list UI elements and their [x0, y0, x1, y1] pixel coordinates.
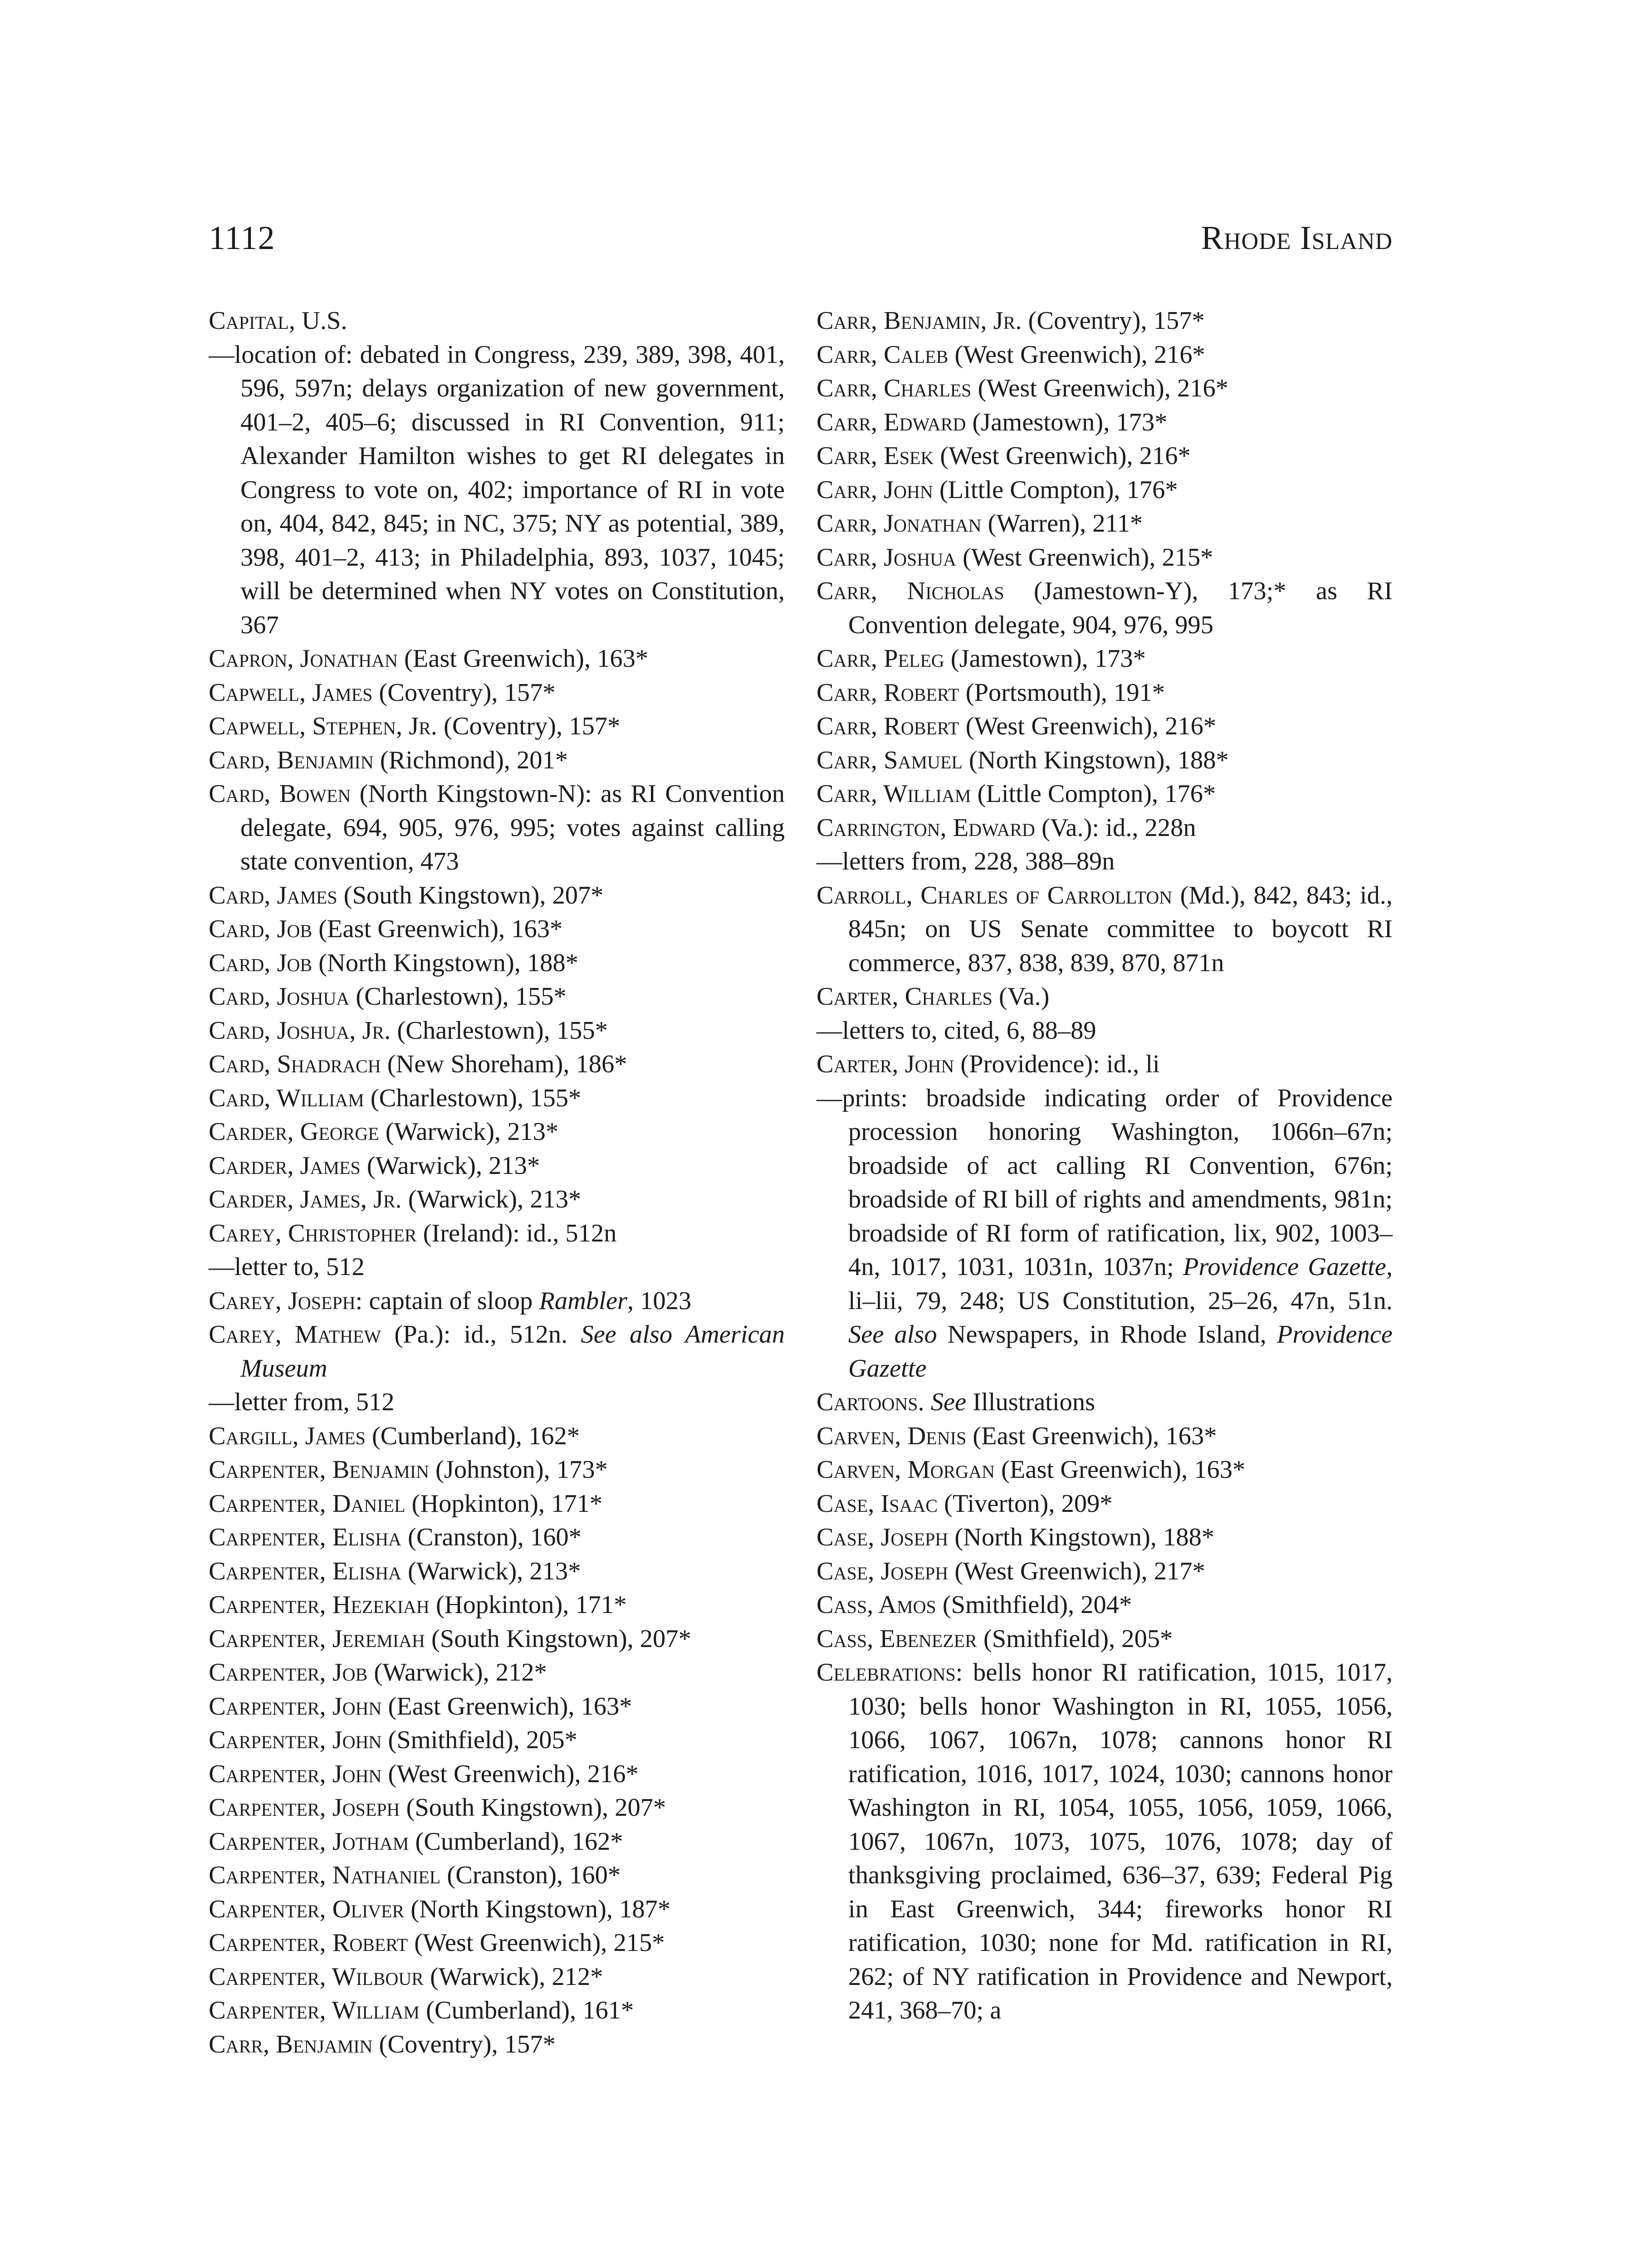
entry-italic: See also American Museum [240, 1320, 785, 1383]
index-entry [209, 1791, 785, 1825]
entry-name: Card, Job [209, 948, 312, 977]
entry-text: (West Greenwich), 215* [408, 1929, 665, 1957]
index-entry [816, 1622, 1393, 1656]
entry-name: Celebrations [816, 1658, 956, 1686]
entry-text: —letters from, 228, 388–89n [816, 847, 1115, 875]
entry-name: Carey, Christopher [209, 1219, 417, 1247]
entry-text: (Cumberland), 162* [409, 1827, 623, 1856]
index-entry [209, 1656, 785, 1690]
entry-text: (North Kingstown), 188* [948, 1523, 1215, 1551]
entry-name: Carder, James, Jr. [209, 1185, 402, 1213]
entry-text: (West Greenwich), 217* [948, 1557, 1205, 1585]
entry-text: (Coventry), 157* [1022, 307, 1205, 335]
entry-text: (Cranston), 160* [440, 1861, 621, 1889]
entry-name: Carpenter, Jeremiah [209, 1624, 425, 1653]
entry-text: (South Kingstown), 207* [337, 881, 604, 909]
index-entry [816, 676, 1393, 710]
entry-text: (Va.): id., 228n [1035, 813, 1196, 842]
index-entry [209, 1926, 785, 1960]
entry-name: Carven, Denis [816, 1422, 967, 1450]
index-entry [209, 1588, 785, 1622]
entry-name: Carpenter, Benjamin [209, 1456, 429, 1484]
entry-text: (Hopkinton), 171* [429, 1591, 627, 1619]
index-entry [816, 1385, 1393, 1419]
index-entry [209, 1047, 785, 1081]
entry-text: (Jamestown), 173* [966, 408, 1168, 436]
index-entry [209, 1757, 785, 1791]
entry-name: Carr, Benjamin, Jr. [816, 307, 1022, 335]
entry-name: Carpenter, Jotham [209, 1827, 409, 1856]
entry-name: Carey, Mathew [209, 1320, 381, 1349]
entry-text: (Pa.): id., 512n. [381, 1320, 581, 1349]
index-entry [816, 304, 1393, 338]
index-entry [816, 642, 1393, 676]
entry-name: Case, Joseph [816, 1557, 949, 1585]
entry-name: Carter, John [816, 1050, 954, 1078]
index-entry [209, 1250, 785, 1284]
entry-name: Carpenter, Hezekiah [209, 1591, 430, 1619]
entry-italic: Providence Gazette [848, 1320, 1393, 1383]
entry-name: Card, Job [209, 915, 312, 943]
entry-name: Cartoons [816, 1388, 918, 1416]
index-entry [816, 371, 1393, 406]
index-entry [816, 1656, 1393, 2028]
entry-name: Carey, Joseph [209, 1286, 356, 1315]
entry-name: Carpenter, John [209, 1692, 382, 1721]
entry-name: Card, William [209, 1084, 364, 1112]
entry-name: Case, Joseph [816, 1523, 949, 1551]
entry-text: (Cumberland), 162* [365, 1422, 580, 1450]
entry-name: Capwell, Stephen, Jr. [209, 712, 437, 740]
entry-text: (North Kingstown), 188* [962, 746, 1229, 774]
entry-text: (West Greenwich), 216* [934, 442, 1191, 470]
entry-text: (Charlestown), 155* [349, 982, 567, 1011]
entry-text: (Little Compton), 176* [933, 475, 1178, 504]
entry-text: (Jamestown-Y), 173;* as RI Convention delegate, 904, 976, 995 [848, 577, 1393, 639]
entry-name: Card, Joshua [209, 982, 350, 1011]
entry-text: (Warwick), 213* [401, 1185, 582, 1213]
entry-text: (Md.), 842, 843; id., 845n; on US Senate committee to boycott RI commerce, 837, 838, 839, 870, 871n [848, 881, 1393, 977]
entry-name: Capwell, James [209, 678, 373, 707]
entry-text: (West Greenwich), 216* [948, 340, 1205, 369]
entry-italic: Providence Gazette, [1183, 1253, 1393, 1281]
page-header [209, 213, 1393, 263]
index-entry [816, 879, 1393, 980]
entry-name: Carrington, Edward [816, 813, 1035, 842]
entry-name: Carpenter, Nathaniel [209, 1861, 441, 1889]
entry-name: Carr, Nicholas [816, 577, 1004, 605]
index-entry [209, 1892, 785, 1926]
entry-text: li–lii, 79, 248; US Constitution, 25–26, 47n, 51n. [848, 1286, 1393, 1315]
index-entry [209, 912, 785, 946]
entry-text: : bells honor RI ratification, 1015, 1017, 1030; bells honor Washington in RI, 1055, 1056, 1066, 1067, 1067n, 1078; cannons honor RI ratification, 1016, 1017, 1024, 1030; cannons honor Washington in RI, 1054, 1055, 1056, 1059, 1066, 1067, 1067n, 1073, 1075, 1076, 1078; day of thanksgiving proclaimed, 636–37, 639; Federal Pig in East Greenwich, 344; fireworks honor RI ratification, 1030; none for Md. ratification in RI, 262; of NY ratification in Providence and Newport, 241, 368–70; a [848, 1658, 1393, 2024]
entry-name: Carter, Charles [816, 982, 993, 1011]
index-entry [209, 1318, 785, 1385]
entry-text: (South Kingstown), 207* [400, 1794, 666, 1822]
index-column-right [816, 304, 1393, 2028]
entry-text: (East Greenwich), 163* [966, 1422, 1217, 1450]
index-entry [816, 1047, 1393, 1081]
index-entry [816, 406, 1393, 440]
entry-text: Newspapers, in Rhode Island, [937, 1320, 1277, 1349]
entry-text: (Portsmouth), 191* [959, 678, 1165, 707]
index-entry [816, 743, 1393, 777]
index-entry [816, 1453, 1393, 1487]
entry-text: (North Kingstown-N): as RI Convention delegate, 694, 905, 976, 995; votes against calling state convention, 473 [240, 780, 785, 875]
index-entry [209, 1960, 785, 1994]
index-entry [816, 507, 1393, 541]
entry-name: Carpenter, Job [209, 1658, 368, 1686]
entry-text: . [918, 1388, 931, 1416]
entry-name: Carr, Caleb [816, 340, 949, 369]
entry-text: (East Greenwich), 163* [397, 645, 649, 673]
entry-name: Carder, George [209, 1118, 379, 1146]
entry-name: Carr, Samuel [816, 746, 963, 774]
entry-name: Carpenter, William [209, 1996, 420, 2024]
index-entry [816, 338, 1393, 372]
index-entry [209, 304, 785, 338]
entry-italic: See [930, 1388, 967, 1416]
entry-name: Carpenter, John [209, 1760, 382, 1788]
index-entry [209, 946, 785, 980]
index-entry [209, 1014, 785, 1048]
entry-text: (Warwick), 213* [379, 1118, 559, 1146]
index-entry [209, 1858, 785, 1892]
entry-text: (East Greenwich), 163* [312, 915, 563, 943]
index-entry [816, 1487, 1393, 1521]
entry-text: (West Greenwich), 216* [959, 712, 1217, 740]
entry-name: Carpenter, Elisha [209, 1557, 401, 1585]
index-entry [816, 777, 1393, 811]
index-entry [209, 709, 785, 743]
index-entry [209, 1622, 785, 1656]
entry-name: Carr, Benjamin [209, 2030, 373, 2058]
entry-text: (East Greenwich), 163* [994, 1456, 1246, 1484]
entry-name: Card, Bowen [209, 780, 351, 808]
entry-name: Carroll, Charles of Carrollton [816, 881, 1173, 909]
entry-name: Carven, Morgan [816, 1456, 995, 1484]
index-entry [209, 1825, 785, 1859]
entry-text: (Smithfield), 205* [381, 1726, 577, 1754]
entry-text: (North Kingstown), 188* [312, 948, 578, 977]
index-entry [209, 1081, 785, 1115]
index-entry [816, 1588, 1393, 1622]
index-entry [209, 1149, 785, 1183]
entry-name: Card, Benjamin [209, 746, 374, 774]
entry-name: Carr, Joshua [816, 543, 956, 572]
entry-text: —prints: broadside indicating order of Providence procession honoring Washington, 1066n–67n; broadside of act calling RI Convention, 676n; broadside of RI bill of rights and amendments, 981n; broadside of RI form of ratification, lix, 902, 1003–4n, 1017, 1031, 1031n, 1037n; [816, 1084, 1393, 1281]
entry-text: : captain of sloop [355, 1286, 539, 1315]
entry-text: (Smithfield), 204* [936, 1591, 1132, 1619]
index-entry [816, 709, 1393, 743]
entry-name: Carr, Charles [816, 374, 972, 402]
entry-text: (Little Compton), 176* [971, 780, 1216, 808]
entry-text: (Coventry), 157* [372, 678, 556, 707]
entry-name: Carr, William [816, 780, 971, 808]
entry-text: (Warwick), 212* [367, 1658, 547, 1686]
entry-text: (New Shoreham), 186* [381, 1050, 627, 1078]
index-entry [816, 574, 1393, 642]
entry-text: (Warren), 211* [981, 509, 1143, 538]
entry-name: Carpenter, Daniel [209, 1489, 406, 1518]
index-entry [209, 1487, 785, 1521]
entry-text: (Johnston), 173* [429, 1456, 608, 1484]
index-entry [209, 879, 785, 913]
entry-name: Carpenter, Elisha [209, 1523, 401, 1551]
index-column-left [209, 304, 785, 2061]
entry-text: (Charlestown), 155* [391, 1016, 608, 1045]
index-entry [816, 980, 1393, 1014]
index-entry [209, 2028, 785, 2062]
entry-name: Cargill, James [209, 1422, 366, 1450]
index-entry [816, 1081, 1393, 1386]
entry-name: Carr, Robert [816, 712, 959, 740]
index-entry [209, 1217, 785, 1251]
entry-text: —letter from, 512 [209, 1388, 395, 1416]
entry-italic: Rambler [539, 1286, 627, 1315]
entry-name: Carpenter, Wilbour [209, 1962, 424, 1991]
entry-text: (East Greenwich), 163* [381, 1692, 632, 1721]
entry-text: (Ireland): id., 512n [416, 1219, 617, 1247]
entry-text: (West Greenwich), 216* [971, 374, 1228, 402]
entry-name: Carpenter, Joseph [209, 1794, 400, 1822]
entry-text: Illustrations [966, 1388, 1095, 1416]
entry-name: Carr, Esek [816, 442, 934, 470]
entry-name: Capron, Jonathan [209, 645, 398, 673]
entry-text: (Warwick), 212* [423, 1962, 603, 1991]
index-entry [816, 1014, 1393, 1048]
entry-name: Carder, James [209, 1151, 361, 1180]
entry-name: Carpenter, Robert [209, 1929, 408, 1957]
entry-name: Cass, Ebenezer [816, 1624, 977, 1653]
index-entry [209, 1183, 785, 1217]
index-entry [209, 1723, 785, 1757]
index-entry [209, 1419, 785, 1453]
entry-text: (Coventry), 157* [437, 712, 621, 740]
entry-name: Capital [209, 307, 289, 335]
index-entry [816, 811, 1393, 845]
entry-text: (Va.) [992, 982, 1050, 1011]
index-entry [816, 1419, 1393, 1453]
entry-italic: See also [848, 1320, 937, 1349]
index-entry [209, 743, 785, 777]
entry-text: (Warwick), 213* [360, 1151, 540, 1180]
index-entry [816, 1554, 1393, 1589]
index-entry [209, 1690, 785, 1724]
index-entry [816, 845, 1393, 879]
entry-text: , 1023 [627, 1286, 692, 1315]
index-entry [209, 980, 785, 1014]
running-head: Rhode Island [1201, 220, 1393, 257]
index-entry [816, 473, 1393, 507]
entry-text: —location of: debated in Congress, 239, 389, 398, 401, 596, 597n; delays organization of new government, 401–2, 405–6; discussed in RI Convention, 911; Alexander Hamilton wishes to get RI delegates in Congress to vote on, 402; importance of RI in vote on, 404, 842, 845; in NC, 375; NY as potential, 389, 398, 401–2, 413; in Philadelphia, 893, 1037, 1045; will be determined when NY votes on Constitution, 367 [209, 340, 785, 639]
entry-text: (Providence): id., li [954, 1050, 1160, 1078]
entry-text: (North Kingstown), 187* [404, 1895, 671, 1923]
entry-name: Carr, Jonathan [816, 509, 982, 538]
entry-name: Carpenter, Oliver [209, 1895, 405, 1923]
index-entry [209, 676, 785, 710]
page-number: 1112 [209, 220, 275, 257]
index-entry [209, 1385, 785, 1419]
entry-text: (West Greenwich), 215* [956, 543, 1213, 572]
entry-text: (Jamestown), 173* [944, 645, 1146, 673]
entry-name: Carr, Peleg [816, 645, 944, 673]
entry-text: (Smithfield), 205* [977, 1624, 1173, 1653]
entry-name: Cass, Amos [816, 1591, 936, 1619]
index-entry [209, 777, 785, 879]
entry-name: Carpenter, John [209, 1726, 382, 1754]
entry-text: (Cranston), 160* [401, 1523, 582, 1551]
index-entry [209, 1994, 785, 2028]
index-entry [209, 1520, 785, 1554]
index-entry [209, 1554, 785, 1589]
index-entry [816, 439, 1393, 473]
entry-name: Case, Isaac [816, 1489, 938, 1518]
entry-name: Card, James [209, 881, 337, 909]
entry-text: (Richmond), 201* [373, 746, 568, 774]
entry-text: (Hopkinton), 171* [405, 1489, 603, 1518]
index-entry [209, 1284, 785, 1318]
entry-name: Carr, Robert [816, 678, 959, 707]
index-entry [209, 1115, 785, 1149]
entry-text: (Warwick), 213* [401, 1557, 581, 1585]
index-entry [209, 642, 785, 676]
entry-name: Card, Shadrach [209, 1050, 381, 1078]
entry-text: , U.S. [288, 307, 347, 335]
entry-text: (Coventry), 157* [372, 2030, 556, 2058]
entry-text: (South Kingstown), 207* [425, 1624, 691, 1653]
entry-name: Carr, Edward [816, 408, 966, 436]
entry-text: (West Greenwich), 216* [381, 1760, 639, 1788]
entry-text: (Cumberland), 161* [419, 1996, 634, 2024]
index-entry [816, 541, 1393, 575]
index-entry [816, 1520, 1393, 1554]
entry-text: (Charlestown), 155* [364, 1084, 582, 1112]
entry-name: Carr, John [816, 475, 933, 504]
entry-text: (Tiverton), 209* [938, 1489, 1113, 1518]
entry-text: —letters to, cited, 6, 88–89 [816, 1016, 1096, 1045]
index-entry [209, 338, 785, 642]
index-entry [209, 1453, 785, 1487]
entry-name: Card, Joshua, Jr. [209, 1016, 391, 1045]
entry-text: —letter to, 512 [209, 1253, 365, 1281]
